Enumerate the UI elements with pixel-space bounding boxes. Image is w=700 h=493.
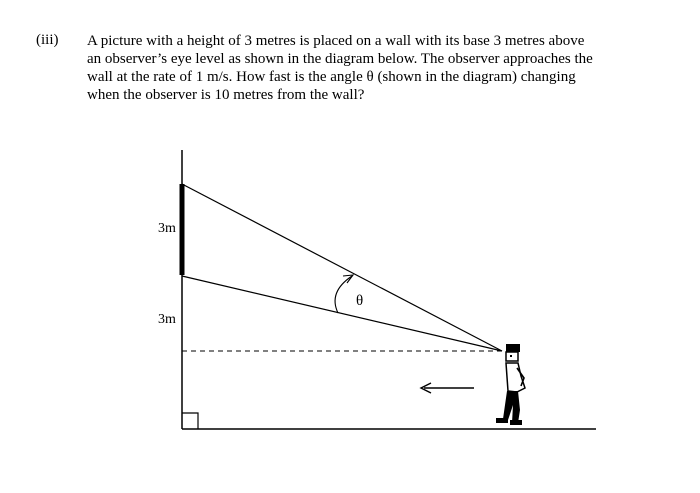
- picture-height-label: 3m: [158, 221, 176, 236]
- angle-label: θ: [356, 293, 364, 309]
- sight-line-top: [182, 184, 502, 351]
- base-height-label: 3m: [158, 312, 176, 327]
- question-number: (iii): [36, 32, 59, 48]
- question-text: A picture with a height of 3 metres is placed on a wall with its base 3 metres above an observer’s eye level as shown in the diagram below. The observer approaches the wall at the rate of 1 m/s. How fast is the angle θ (shown in the diagram) changing when the observer is 10 metres from the wall?: [87, 33, 593, 103]
- angle-arc: [335, 276, 352, 313]
- right-angle-marker: [182, 413, 198, 429]
- sight-line-bottom: [182, 276, 502, 351]
- walking-observer-icon: [496, 344, 525, 425]
- left-arrow-icon: [421, 383, 474, 393]
